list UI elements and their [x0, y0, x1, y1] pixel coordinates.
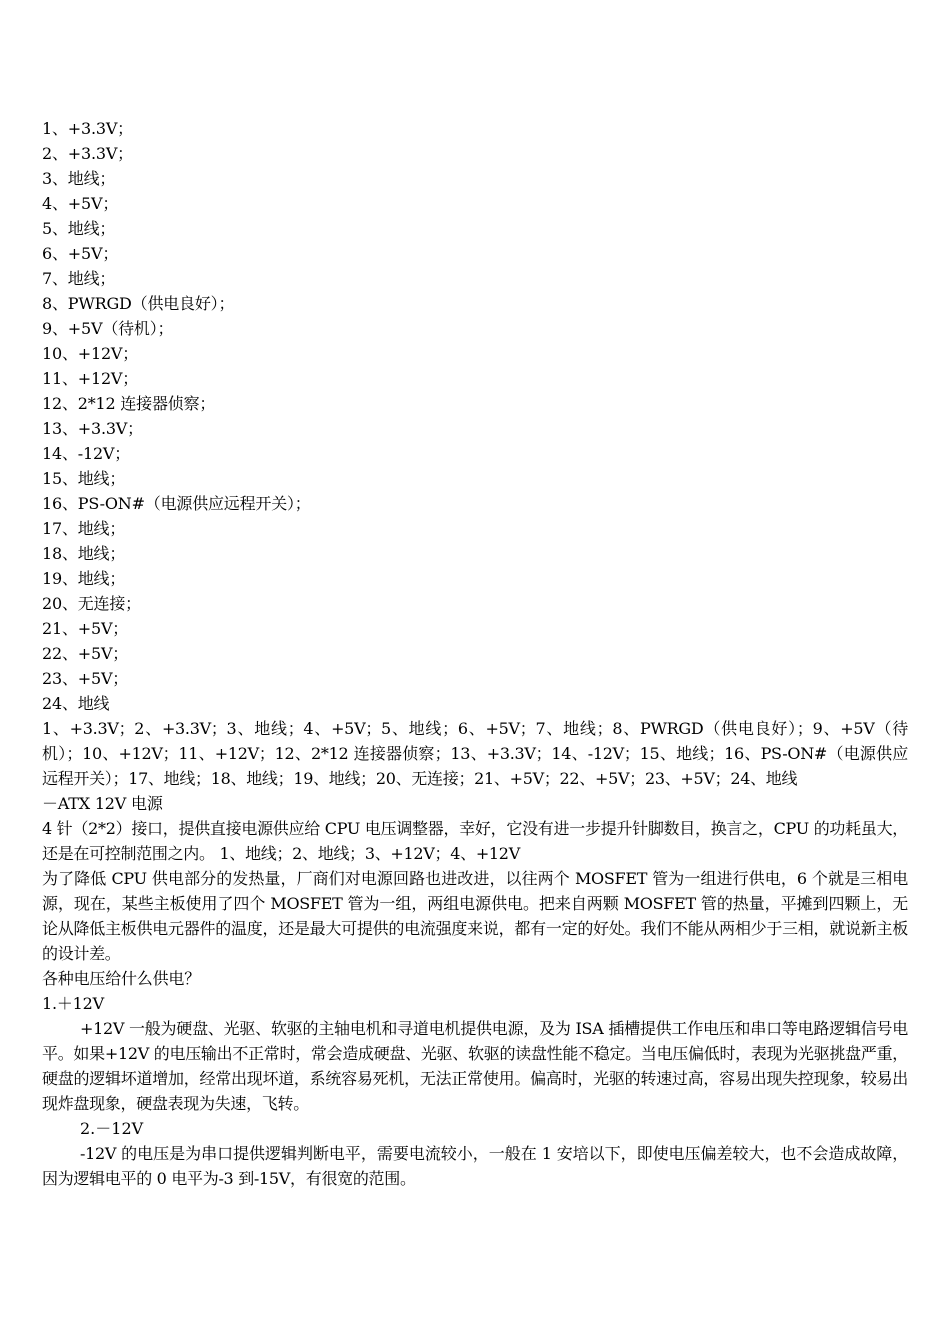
- pin-list: [42, 116, 908, 716]
- pin-list-item: 5、地线；: [42, 219, 116, 238]
- pin-summary-paragraph: 1、+3.3V；2、+3.3V；3、地线；4、+5V；5、地线；6、+5V；7、地线；8、PWRGD（供电良好）；9、+5V（待机）；10、+12V；11、+12V；12、2*12 连接器侦察；13、+3.3V；14、-12V；15、地线；16、PS-ON#（电源供应远程开关）；17、地线；18、地线；19、地线；20、无连接；21、+5V；22、+5V；23、+5V；24、地线: [42, 719, 908, 788]
- section-2-body: -12V 的电压是为串口提供逻辑判断电平，需要电流较小，一般在 1 安培以下，即使电压偏差较大，也不会造成故障，因为逻辑电平的 0 电平为-3 到-15V，有很宽的范围。: [42, 1144, 908, 1188]
- pin-list-item: 21、+5V；: [42, 619, 129, 638]
- pin-list-item: 6、+5V；: [42, 244, 119, 263]
- pin-list-item: 3、地线；: [42, 169, 116, 188]
- mosfet-paragraph: 为了降低 CPU 供电部分的发热量，厂商们对电源回路也进改进，以往两个 MOSFET 管为一组进行供电，6 个就是三相电源，现在，某些主板使用了四个 MOSFET 管为一组，两组电源供电。把来自两颗 MOSFET 管的热量，平摊到四颗上，无论从降低主板供电元器件的温度，还是最大可提供的电流强度来说，都有一定的好处。我们不能从两相少于三相，就说新主板的设计差。: [42, 869, 908, 963]
- pin-list-item: 23、+5V；: [42, 669, 129, 688]
- pin-list-item: 12、2*12 连接器侦察；: [42, 394, 216, 413]
- atx12v-heading: －ATX 12V 电源: [42, 794, 163, 813]
- pin-list-item: 17、地线；: [42, 519, 126, 538]
- document-page: [42, 116, 908, 1191]
- pin-list-item: 15、地线；: [42, 469, 126, 488]
- section-2-title: 2.－12V: [80, 1119, 144, 1138]
- atx12v-description: 4 针（2*2）接口，提供直接电源供应给 CPU 电压调整器，幸好，它没有进一步提升针脚数目，换言之，CPU 的功耗虽大，还是在可控制范围之内。 1、地线；2、地线；3、+12V；4、+12V: [42, 819, 908, 863]
- pin-list-item: 8、PWRGD（供电良好）；: [42, 294, 235, 313]
- pin-list-item: 13、+3.3V；: [42, 419, 143, 438]
- section-1-title: 1.＋12V: [42, 994, 104, 1013]
- pin-list-item: 18、地线；: [42, 544, 126, 563]
- pin-list-item: 16、PS-ON#（电源供应远程开关）；: [42, 494, 311, 513]
- pin-list-item: 24、地线: [42, 694, 110, 713]
- pin-list-item: 2、+3.3V；: [42, 144, 133, 163]
- pin-list-item: 19、地线；: [42, 569, 126, 588]
- pin-list-item: 1、+3.3V；: [42, 119, 133, 138]
- pin-list-item: 10、+12V；: [42, 344, 139, 363]
- section-1-body: +12V 一般为硬盘、光驱、软驱的主轴电机和寻道电机提供电源，及为 ISA 插槽提供工作电压和串口等电路逻辑信号电平。如果+12V 的电压输出不正常时，常会造成硬盘、光驱、软驱的读盘性能不稳定。当电压偏低时，表现为光驱挑盘严重，硬盘的逻辑坏道增加，经常出现坏道，系统容易死机，无法正常使用。偏高时，光驱的转速过高，容易出现失控现象，较易出现炸盘现象，硬盘表现为失速，飞转。: [42, 1019, 908, 1113]
- pin-list-item: 20、无连接；: [42, 594, 141, 613]
- pin-list-item: 14、-12V；: [42, 444, 131, 463]
- pin-list-item: 9、+5V（待机）；: [42, 319, 174, 338]
- voltage-question-heading: 各种电压给什么供电？: [42, 969, 201, 988]
- pin-list-item: 11、+12V；: [42, 369, 139, 388]
- pin-list-item: 7、地线；: [42, 269, 116, 288]
- pin-list-item: 4、+5V；: [42, 194, 119, 213]
- pin-list-item: 22、+5V；: [42, 644, 129, 663]
